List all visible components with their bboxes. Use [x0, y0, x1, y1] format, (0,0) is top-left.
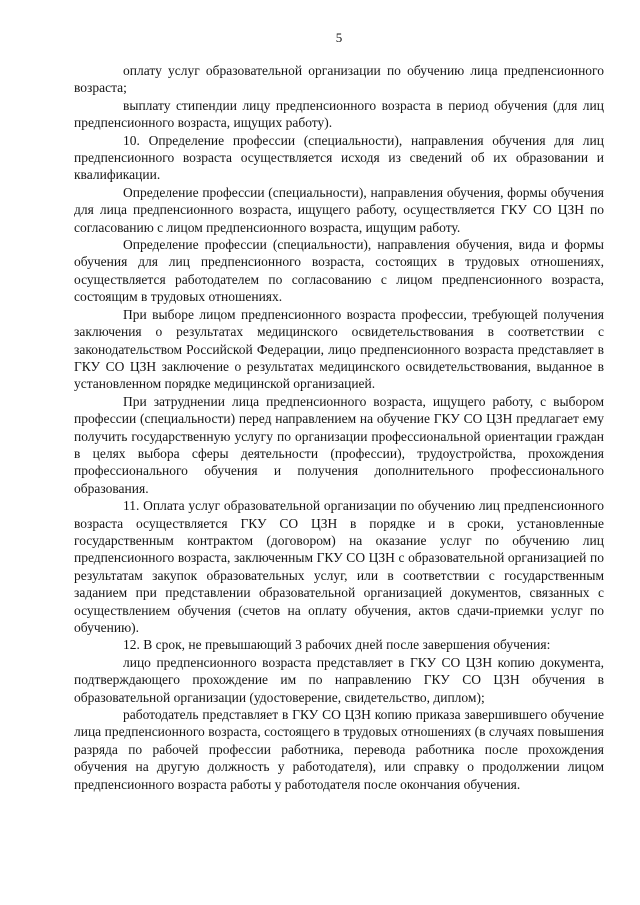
paragraph: 12. В срок, не превышающий 3 рабочих дней после завершения обучения:: [123, 637, 551, 653]
paragraph: 11. Оплата услуг образовательной организации по обучению лиц предпенсионного возраста осуществляется ГКУ СО ЦЗН в порядке и в сроки, установленные государственным контрактом (договором) на оказание услуг по обучению лиц предпенсионного возраста, заключенным ГКУ СО ЦЗН с образовательной организацией по результатам закупок образовательных услуг, или в соответствии с государственным заданием при представлении образовательной организацией документов, связанных с осуществлением обучения (счетов на оплату обучения, актов сдачи-приемки услуг по обучению).: [74, 498, 604, 635]
paragraph: работодатель представляет в ГКУ СО ЦЗН копию приказа завершившего обучение лица предпенсионного возраста, состоящего в трудовых отношениях (в случаях повышения разряда по рабочей профессии работника, перевода работника после прохождения обучения на другую должность у работодателя), или справку о продолжении лицом предпенсионного возраста работы у работодателя после окончания обучения.: [74, 707, 604, 792]
page-number: 5: [335, 30, 343, 45]
paragraph: оплату услуг образовательной организации по обучению лица предпенсионного возраста;: [74, 63, 604, 96]
paragraph: 10. Определение профессии (специальности), направления обучения для лиц предпенсионного возраста осуществляется исходя из сведений об их образовании и квалификации.: [74, 132, 604, 183]
paragraph: лицо предпенсионного возраста представляет в ГКУ СО ЦЗН копию документа, подтверждающего прохождение им по направлению ГКУ СО ЦЗН обучения в образовательной организации (удостоверение, свидетельство, диплом);: [74, 654, 604, 705]
paragraph: При затруднении лица предпенсионного возраста, ищущего работу, с выбором профессии (специальности) перед направлением на обучение ГКУ СО ЦЗН предлагает ему получить государственную услугу по организации профессиональной ориентации граждан в целях выбора сферы деятельности (профессии), трудоустройства, прохождения профессионального обучения и получения дополнительного профессионального образования.: [74, 393, 604, 496]
paragraph: При выборе лицом предпенсионного возраста профессии, требующей получения заключения о результатах медицинского освидетельствования в соответствии с законодательством Российской Федерации, лицо предпенсионного возраста представляет в ГКУ СО ЦЗН заключение о результатах медицинского освидетельствования, выданное в установленном порядке медицинской организацией.: [74, 306, 604, 392]
paragraph: Определение профессии (специальности), направления обучения, вида и формы обучения для лиц предпенсионного возраста, состоящих в трудовых отношениях, осуществляется работодателем по согласованию с лицом предпенсионного возраста, состоящим в трудовых отношениях.: [74, 237, 604, 305]
document-body: [74, 62, 604, 793]
paragraph: выплату стипендии лицу предпенсионного возраста в период обучения (для лиц предпенсионного возраста, ищущих работу).: [74, 97, 604, 131]
paragraph: Определение профессии (специальности), направления обучения, формы обучения для лица предпенсионного возраста, ищущего работу, осуществляется ГКУ СО ЦЗН по согласованию с лицом предпенсионного возраста, ищущим работу.: [74, 184, 604, 235]
